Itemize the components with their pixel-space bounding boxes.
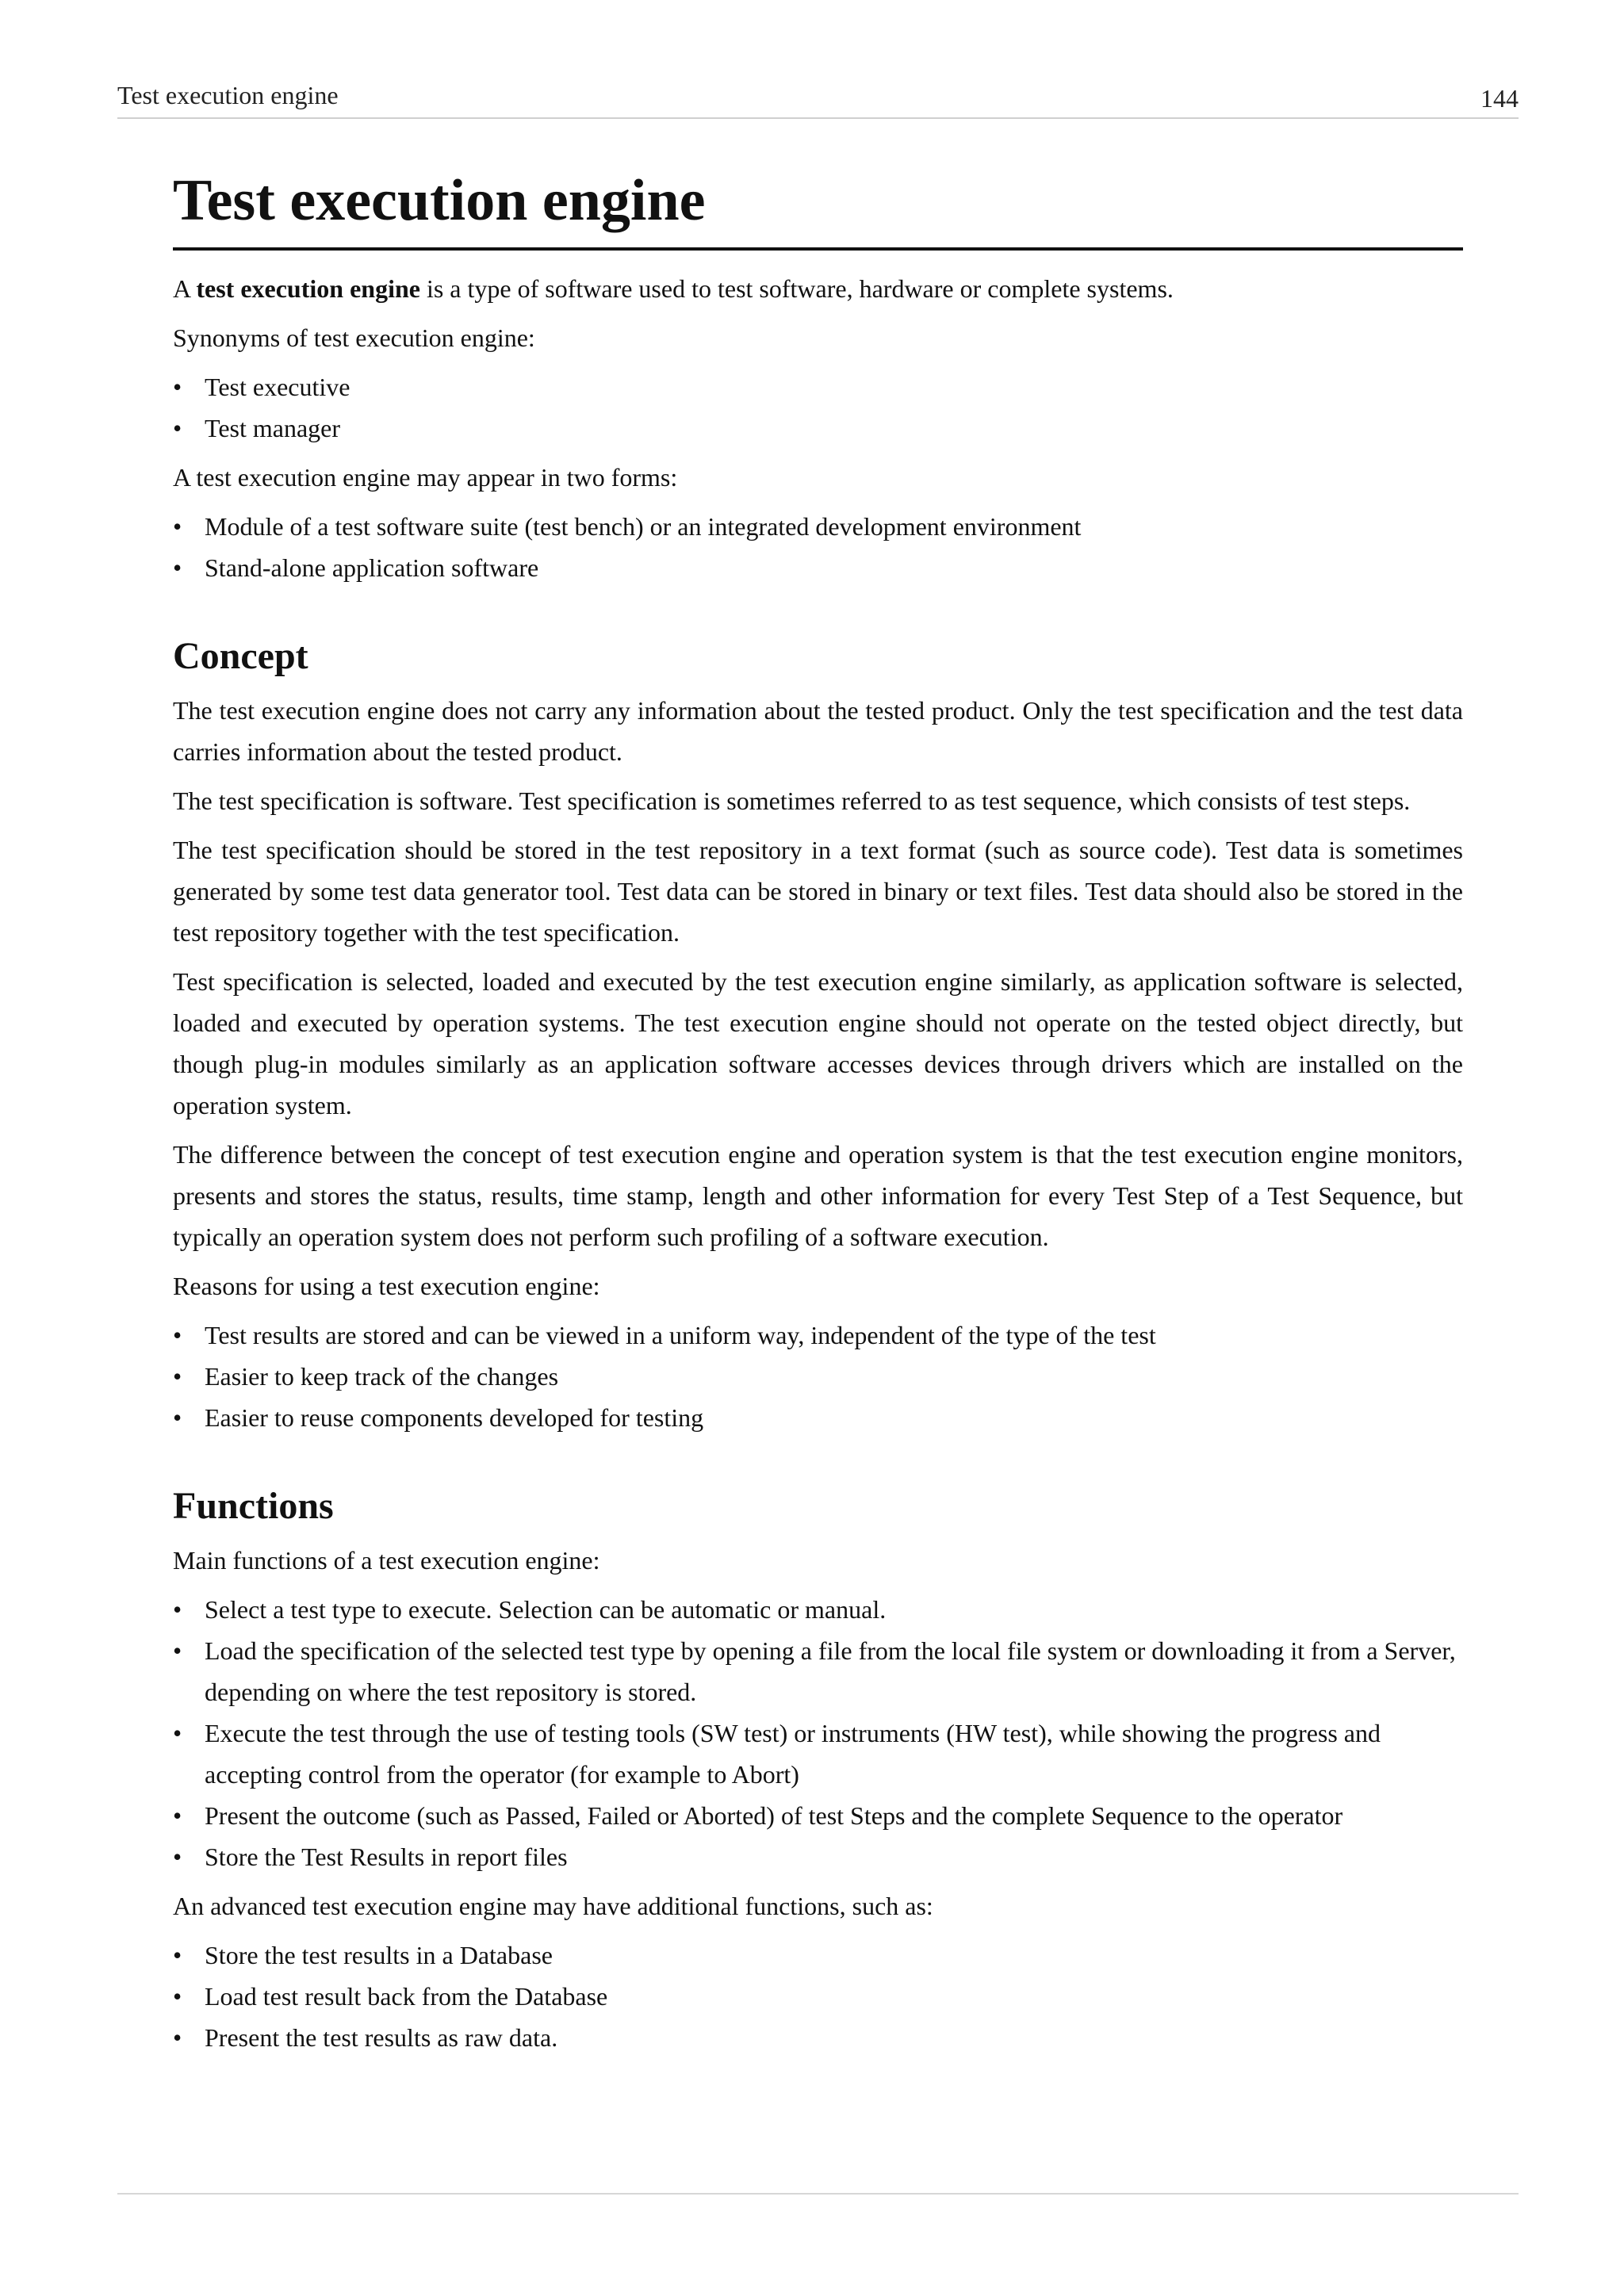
main-functions-list <box>173 1589 1463 1877</box>
forms-intro: A test execution engine may appear in two forms: <box>173 463 678 492</box>
list-item: • Test results are stored and can be viewed in a uniform way, independent of the type of the test <box>173 1314 1463 1356</box>
reasons-list <box>173 1314 1463 1438</box>
intro-term: test execution engine <box>196 274 420 303</box>
list-item: • Module of a test software suite (test bench) or an integrated development environment <box>173 506 1463 547</box>
article-body <box>173 157 1463 2066</box>
concept-paragraph: The test execution engine does not carry any information about the tested product. Only the test specification and the test data carries information about the tested product. <box>173 696 1463 766</box>
intro-text-post: is a type of software used to test software, hardware or complete systems. <box>419 274 1174 303</box>
page-number: 144 <box>1480 84 1519 113</box>
list-item: • Execute the test through the use of testing tools (SW test) or instruments (HW test), while showing the progress and accepting control from the operator (for example to Abort) <box>173 1712 1463 1795</box>
advanced-functions-intro: An advanced test execution engine may have additional functions, such as: <box>173 1892 933 1920</box>
intro-text-pre: A <box>173 274 197 303</box>
list-item: • Test manager <box>173 408 1463 449</box>
section-heading-functions: Functions <box>173 1485 334 1527</box>
list-item: • Easier to keep track of the changes <box>173 1356 1463 1397</box>
list-item: • Present the test results as raw data. <box>173 2017 1463 2058</box>
list-item: • Easier to reuse components developed for testing <box>173 1397 1463 1438</box>
list-item: • Load test result back from the Database <box>173 1976 1463 2017</box>
concept-paragraph: The difference between the concept of test execution engine and operation system is that the test execution engine monitors, presents and stores the status, results, time stamp, length and other information for every Test Step of a Test Sequence, but typically an operation system does not perform such profiling of a software execution. <box>173 1140 1463 1251</box>
footer-rule <box>117 2193 1519 2195</box>
advanced-functions-list <box>173 1934 1463 2058</box>
list-item: • Stand-alone application software <box>173 547 1463 588</box>
main-functions-intro: Main functions of a test execution engine: <box>173 1546 600 1575</box>
list-item: • Load the specification of the selected test type by opening a file from the local file system or downloading it from a Server, depending on where the test repository is stored. <box>173 1630 1463 1712</box>
list-item: • Test executive <box>173 366 1463 408</box>
synonyms-list <box>173 366 1463 449</box>
forms-list <box>173 506 1463 588</box>
intro-paragraph <box>173 268 1463 309</box>
concept-paragraph: Test specification is selected, loaded and executed by the test execution engine similarly, as application software is selected, loaded and executed by operation systems. The test execution engine should not operate on the tested object directly, but though plug-in modules similarly as an application software accesses devices through drivers which are installed on the operation system. <box>173 967 1463 1119</box>
running-title: Test execution engine <box>117 81 339 109</box>
reasons-intro: Reasons for using a test execution engine: <box>173 1272 600 1300</box>
section-heading-concept: Concept <box>173 635 308 677</box>
list-item: • Store the test results in a Database <box>173 1934 1463 1976</box>
concept-paragraph: The test specification should be stored in the test repository in a text format (such as source code). Test data is sometimes generated by some test data generator tool. Test data can be stored in binary or text files. Test data should also be stored in the test repository together with the test specification. <box>173 836 1463 947</box>
page-title: Test execution engine <box>173 157 1463 251</box>
list-item: • Store the Test Results in report files <box>173 1836 1463 1877</box>
concept-paragraph: The test specification is software. Test specification is sometimes referred to as test sequence, which consists of test steps. <box>173 786 1411 815</box>
running-header <box>117 76 1519 119</box>
list-item: • Present the outcome (such as Passed, Failed or Aborted) of test Steps and the complete Sequence to the operator <box>173 1795 1463 1836</box>
synonyms-intro: Synonyms of test execution engine: <box>173 323 535 352</box>
list-item: • Select a test type to execute. Selection can be automatic or manual. <box>173 1589 1463 1630</box>
